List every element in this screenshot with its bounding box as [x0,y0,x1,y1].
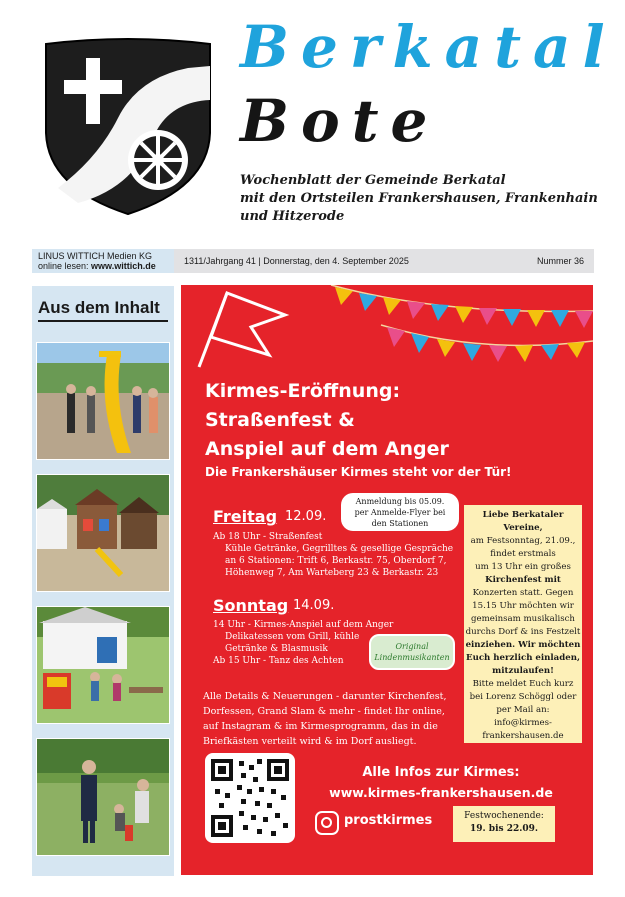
music-band-badge [369,634,455,670]
infos-title: Alle Infos zur Kirmes: [362,765,520,780]
sidebar-title: Aus dem Inhalt [38,298,160,317]
headline-line: Straßenfest & [205,409,355,431]
invite-line: Kirchenfest mit [485,575,561,585]
sunday-date: 14.09. [293,598,335,613]
details-line: auf Instagram & im Kirmesprogramm, das in die [203,721,438,732]
invite-line: Konzerten statt. Gegen [472,588,574,598]
subtitle-line: mit den Ortsteilen Frankershausen, Frankenhain [240,191,598,206]
photo-kindergarten[interactable] [36,606,170,724]
photo-firefighters[interactable] [36,738,170,856]
details-line: Briefkästen verteilt wird & im Dorf ausliegt. [203,736,417,747]
sunday-label: Sonntag [213,596,289,615]
poster-headline [205,377,449,464]
invite-line: Bitte meldet Euch kurz [472,679,574,689]
invite-line: Liebe Berkataler Vereine, [482,510,564,533]
friday-label: Freitag [213,507,278,526]
invite-line: durchs Dorf & ins Festzelt [465,627,581,637]
kirmes-website-link[interactable]: www.kirmes-frankershausen.de [329,785,553,800]
registration-line: per Anmelde-Flyer bei [354,508,446,517]
photo-playground-slide[interactable] [36,342,170,460]
festival-weekend-box [453,806,555,842]
title-bote: Bote [240,87,440,155]
badge-line: Lindenmusikanten [374,653,450,662]
badge-line: Original [395,642,429,651]
friday-line: Kühle Getränke, Gegrilltes & gesellige Gespräche [225,544,454,554]
registration-note [341,493,459,531]
details-line: Dorfessen, Grand Slam & mehr - findet Ihr online, [203,706,445,717]
title-berkatal: Berkatal [240,13,617,81]
invite-line: einziehen. Wir möchten [465,640,581,650]
friday-date: 12.09. [285,509,327,524]
publisher-box [32,249,174,273]
sidebar-divider [38,320,168,322]
invite-line: bei Lorenz Schöggl oder [469,692,577,702]
publisher-name: LINUS WITTICH Medien KG [38,251,153,261]
photo-playground-tower[interactable] [36,474,170,592]
sunday-line: 14 Uhr - Kirmes-Anspiel auf dem Anger [213,620,394,630]
online-url-link[interactable]: www.wittich.de [91,261,156,271]
invite-line: mitzulaufen! [492,666,554,676]
invite-line: um 13 Uhr ein großes [475,562,571,572]
sunday-line: Delikatessen vom Grill, kühle [225,632,360,642]
instagram-icon [315,811,339,835]
registration-line: den Stationen [371,519,429,528]
qr-code[interactable] [205,753,295,843]
headline-line: Kirmes-Eröffnung: [205,380,401,402]
instagram-handle[interactable]: prostkirmes [344,813,433,828]
invite-line: 15.15 Uhr möchten wir [472,601,574,611]
poster-subheadline: Die Frankershäuser Kirmes steht vor der Tür! [205,465,512,479]
subtitle [240,172,610,226]
subtitle-line: und Hitzerode [240,209,345,224]
issue-info: 1311/Jahrgang 41 | Donnerstag, den 4. September 2025 [184,256,409,266]
invite-line: info@kirmes- [494,718,552,728]
fest-dates: 19. bis 22.09. [469,824,539,834]
invite-line: Euch herzlich einladen, [466,653,580,663]
sunday-details [213,619,393,667]
online-prefix: online lesen: [38,261,92,271]
issue-number: Nummer 36 [536,256,584,266]
invite-line: per Mail an: [496,705,550,715]
invite-line: am Festsonntag, 21.09., [470,536,576,546]
sunday-line: Getränke & Blasmusik [225,644,328,654]
friday-line: Ab 18 Uhr - Straßenfest [213,532,323,542]
invitation-box [464,505,582,743]
kirmes-poster [181,285,593,875]
friday-line: an 6 Stationen: Trift 6, Berkastr. 75, Oberdorf 7, [225,556,447,566]
friday-details [213,531,453,579]
coat-of-arms-logo [38,38,218,218]
friday-line: Höhenweg 7, Am Warteberg 23 & Berkastr. 23 [225,568,439,578]
invite-line: gemeinsam musikalisch [471,614,575,624]
info-bar [32,249,594,273]
fest-label: Festwochenende: [464,811,544,821]
invite-line: frankershausen.de [482,731,564,741]
invite-line: findet erstmals [490,549,556,559]
contents-sidebar [32,286,174,876]
subtitle-line: Wochenblatt der Gemeinde Berkatal [240,173,506,188]
details-line: Alle Details & Neuerungen - darunter Kirchenfest, [203,691,447,702]
online-read [38,261,168,271]
sunday-line: Ab 15 Uhr - Tanz des Achten [213,656,344,666]
registration-line: Anmeldung bis 05.09. [355,497,445,506]
headline-line: Anspiel auf dem Anger [205,438,449,460]
details-paragraph [203,689,473,749]
